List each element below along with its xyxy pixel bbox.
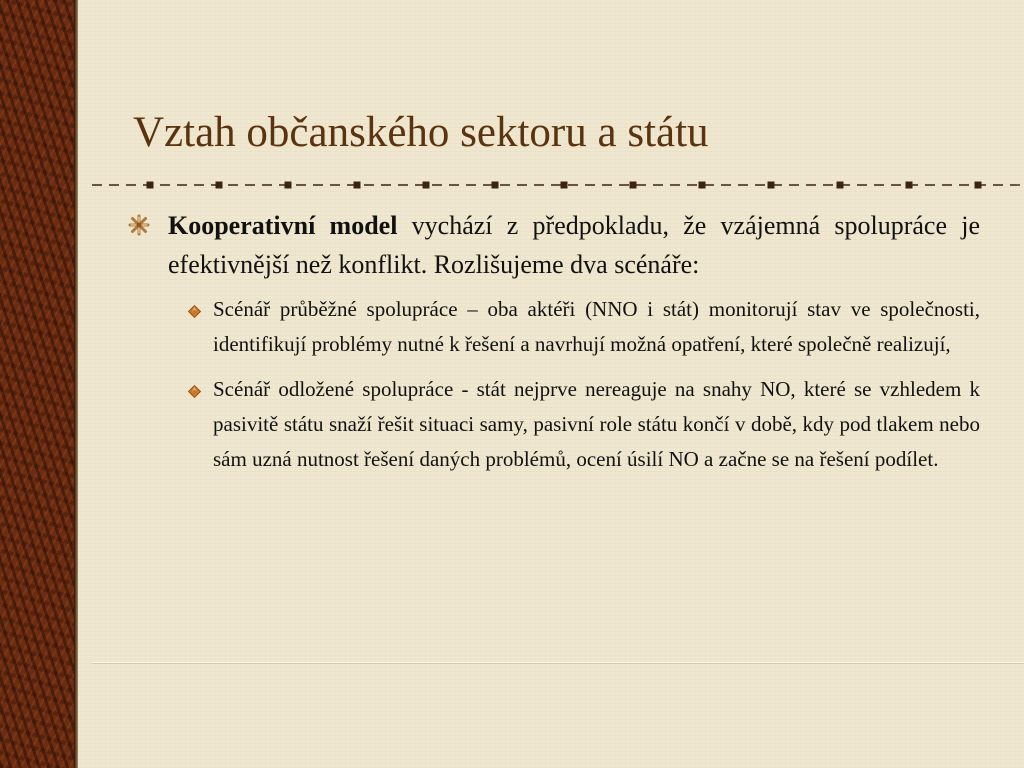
asterisk-star-icon [128, 214, 150, 236]
sub-bullet-prubezna-spoluprace [188, 292, 980, 362]
footer-divider [92, 662, 1024, 663]
bullet-text: vychází z předpokladu, že vzájemná spolupráce je efektivnější než konflikt. Rozlišujeme dva scénáře: [168, 211, 980, 279]
sub-bullet-text: Scénář průběžné spolupráce – oba aktéři (NNO i stát) monitorují stav ve společnosti, identifikují problémy nutné k řešení a navrhují možná opatření, které společně realizují, [213, 297, 980, 356]
diamond-bullet-icon [188, 385, 201, 398]
bullet-kooperativni-model [128, 206, 980, 284]
bullet-bold-lead: Kooperativní model [168, 211, 398, 240]
diamond-bullet-icon [188, 305, 201, 318]
dashed-divider [92, 177, 1022, 193]
sub-bullet-text: Scénář odložené spolupráce - stát nejprve nereaguje na snahy NO, které se vzhledem k pasivitě státu snaží řešit situaci samy, pasivní role státu končí v době, kdy pod tlakem nebo sám uzná nutnost řešení daných problémů, ocení úsilí NO a začne se na řešení podílet. [213, 377, 980, 471]
decorative-side-strip [0, 0, 78, 768]
slide-title: Vztah občanského sektoru a státu [133, 109, 709, 156]
sub-bullet-odlozena-spoluprace [188, 372, 980, 477]
slide-content [128, 206, 980, 487]
